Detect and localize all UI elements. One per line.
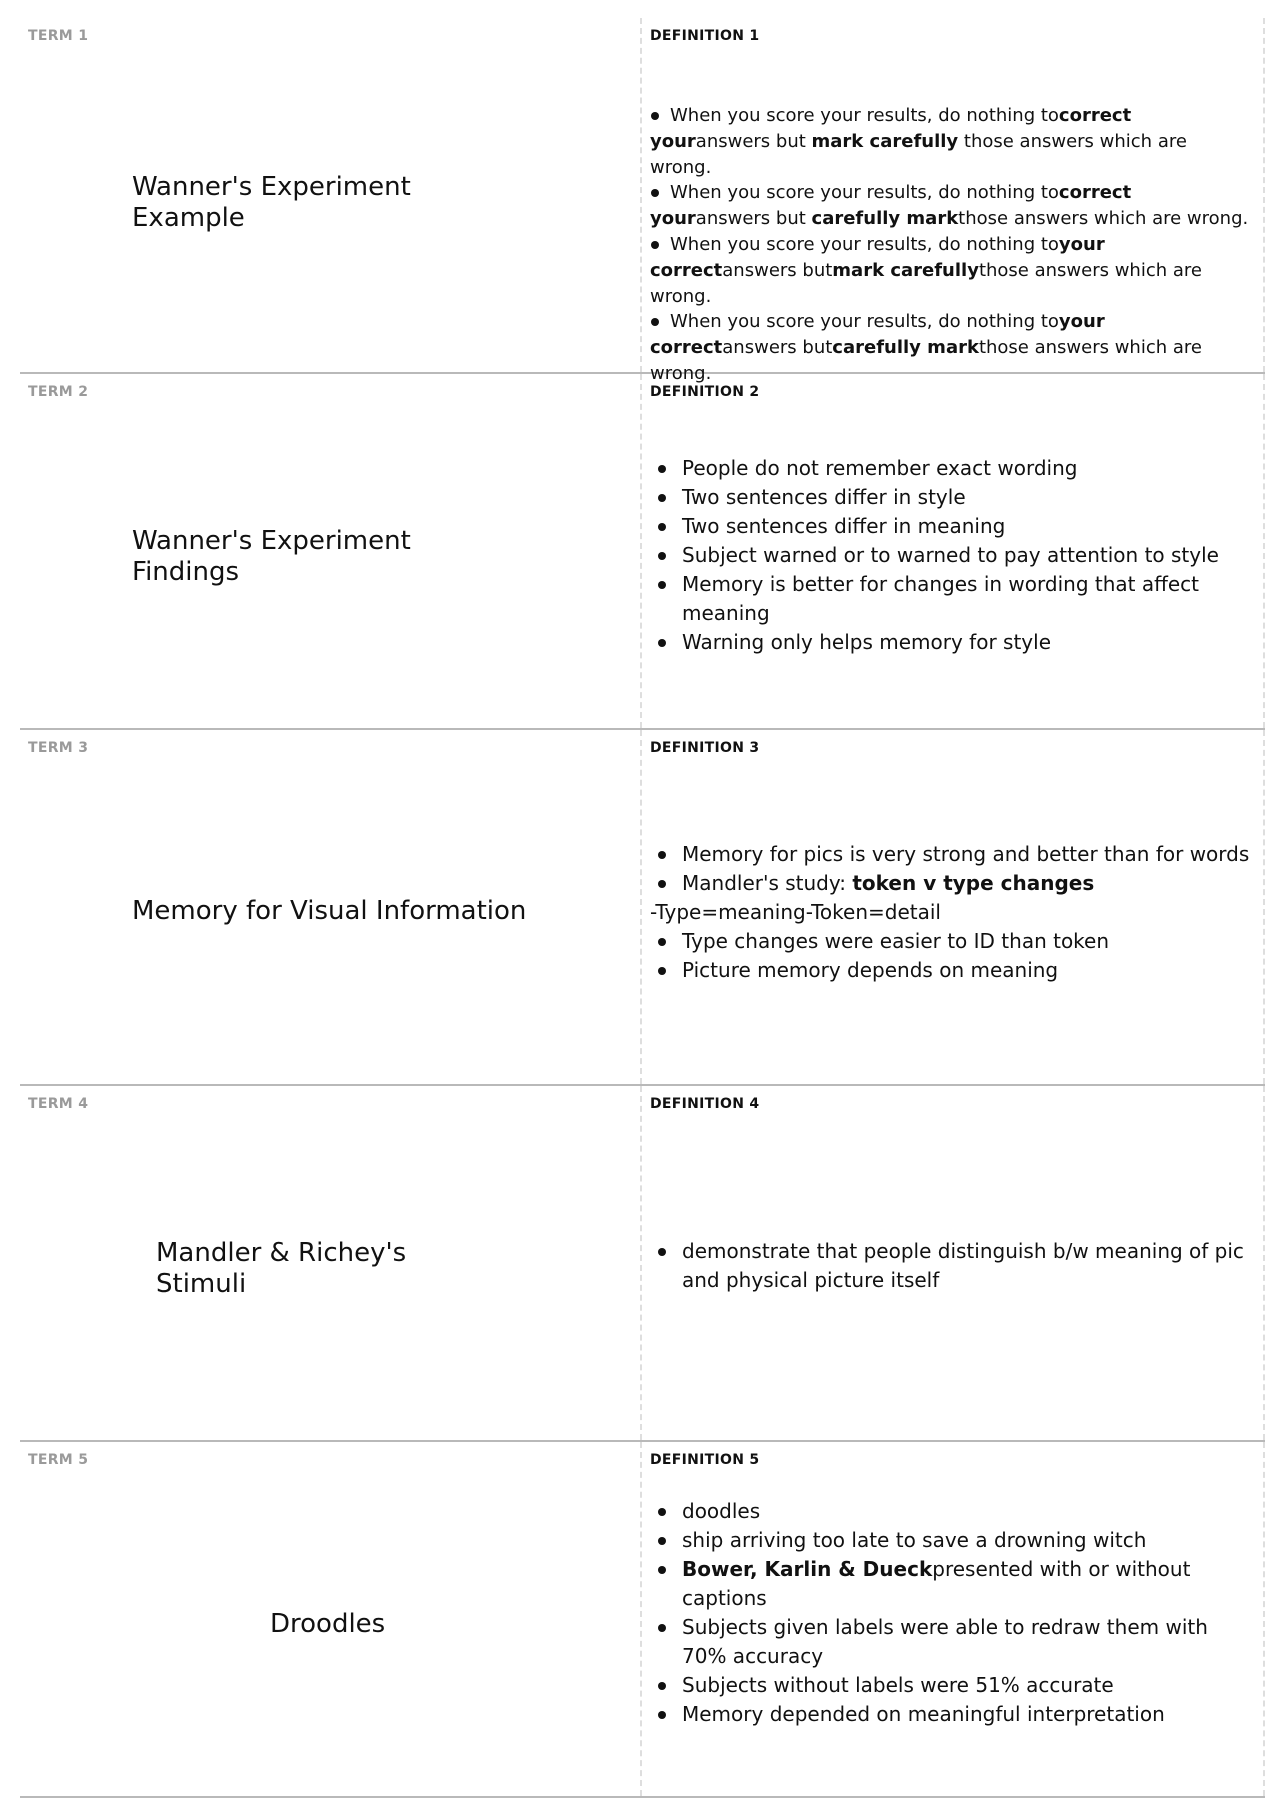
card-4 — [20, 1086, 1265, 1442]
definition-item: Mandler's study: token v type changes — [650, 869, 1250, 898]
definition-plain-line: -Type=meaning-Token=detail — [650, 900, 941, 924]
definition-item: Picture memory depends on meaning — [650, 956, 1250, 985]
term-text — [156, 1238, 596, 1300]
definition-tag: DEFINITION 1 — [650, 28, 760, 44]
term-line: Mandler & Richey's Stimuli — [156, 1238, 407, 1299]
definition-item: Warning only helps memory for style — [650, 628, 1250, 657]
definition-item: Memory is better for changes in wording that affect meaning — [650, 570, 1202, 628]
card-divider — [640, 18, 642, 372]
definition-tag: DEFINITION 4 — [650, 1096, 760, 1112]
definition-item: When you score your results, do nothing tocorrect youranswers but mark carefully those answers which are wrong. — [650, 103, 1250, 180]
definition-list — [650, 1497, 1250, 1729]
definition-text — [650, 454, 1250, 657]
definition-tag: DEFINITION 2 — [650, 384, 760, 400]
term-tag: TERM 5 — [28, 1452, 89, 1468]
term-tag: TERM 4 — [28, 1096, 89, 1112]
definition-item: Subjects without labels were 51% accurate — [650, 1671, 1250, 1700]
definition-item: Memory for pics is very strong and better than for words — [650, 840, 1250, 869]
term-text — [132, 526, 572, 588]
definition-item: People do not remember exact wording — [650, 454, 1250, 483]
card-divider — [640, 374, 642, 728]
card-edge — [1263, 1086, 1265, 1440]
card-edge — [1263, 18, 1265, 372]
definition-item: When you score your results, do nothing toyour correctanswers butcarefully markthose answers which are wrong. — [650, 309, 1250, 386]
card-1 — [20, 18, 1265, 384]
card-divider — [640, 730, 642, 1084]
definition-text — [650, 1497, 1250, 1729]
definition-list — [650, 1237, 1250, 1295]
definition-text — [650, 840, 1250, 985]
card-edge — [1263, 1442, 1265, 1796]
definition-list — [650, 454, 1250, 657]
term-line: Wanner's Experiment Example — [132, 172, 411, 233]
definition-item: Two sentences differ in meaning — [650, 512, 1250, 541]
definition-list — [650, 103, 1250, 387]
definition-list — [650, 840, 1250, 898]
term-text — [132, 172, 572, 234]
definition-item: When you score your results, do nothing tocorrect youranswers but carefully markthose answers which are wrong. — [650, 180, 1250, 232]
definition-item: doodles — [650, 1497, 1250, 1526]
term-tag: TERM 1 — [28, 28, 89, 44]
definition-item: Subject warned or to warned to pay attention to style — [650, 541, 1250, 570]
term-text — [132, 896, 612, 927]
term-line: Wanner's Experiment Findings — [132, 526, 411, 587]
card-edge — [1263, 730, 1265, 1084]
definition-item: Type changes were easier to ID than token — [650, 927, 1250, 956]
definition-item: Bower, Karlin & Dueckpresented with or without captions — [650, 1555, 1202, 1613]
term-line: Memory for Visual Information — [132, 896, 527, 926]
definition-tag: DEFINITION 5 — [650, 1452, 760, 1468]
card-divider — [640, 1086, 642, 1440]
term-tag: TERM 3 — [28, 740, 89, 756]
definition-item: Memory depended on meaningful interpretation — [650, 1700, 1250, 1729]
definition-text — [650, 1237, 1250, 1295]
definition-text — [650, 103, 1250, 387]
card-5 — [20, 1442, 1265, 1798]
definition-item: Two sentences differ in style — [650, 483, 1250, 512]
definition-list — [650, 927, 1250, 985]
definition-item: Subjects given labels were able to redraw them with 70% accuracy — [650, 1613, 1250, 1671]
definition-item: demonstrate that people distinguish b/w meaning of pic and physical picture itself — [650, 1237, 1252, 1295]
definition-item: ship arriving too late to save a drowning witch — [650, 1526, 1250, 1555]
term-line: Droodles — [270, 1609, 386, 1639]
card-divider — [640, 1442, 642, 1796]
card-edge — [1263, 374, 1265, 728]
card-3 — [20, 730, 1265, 1086]
term-tag: TERM 2 — [28, 384, 89, 400]
card-2 — [20, 374, 1265, 730]
flashcard-sheet — [20, 18, 1265, 1798]
term-text — [270, 1609, 570, 1640]
definition-tag: DEFINITION 3 — [650, 740, 760, 756]
definition-item: When you score your results, do nothing toyour correctanswers butmark carefullythose answers which are wrong. — [650, 232, 1250, 309]
